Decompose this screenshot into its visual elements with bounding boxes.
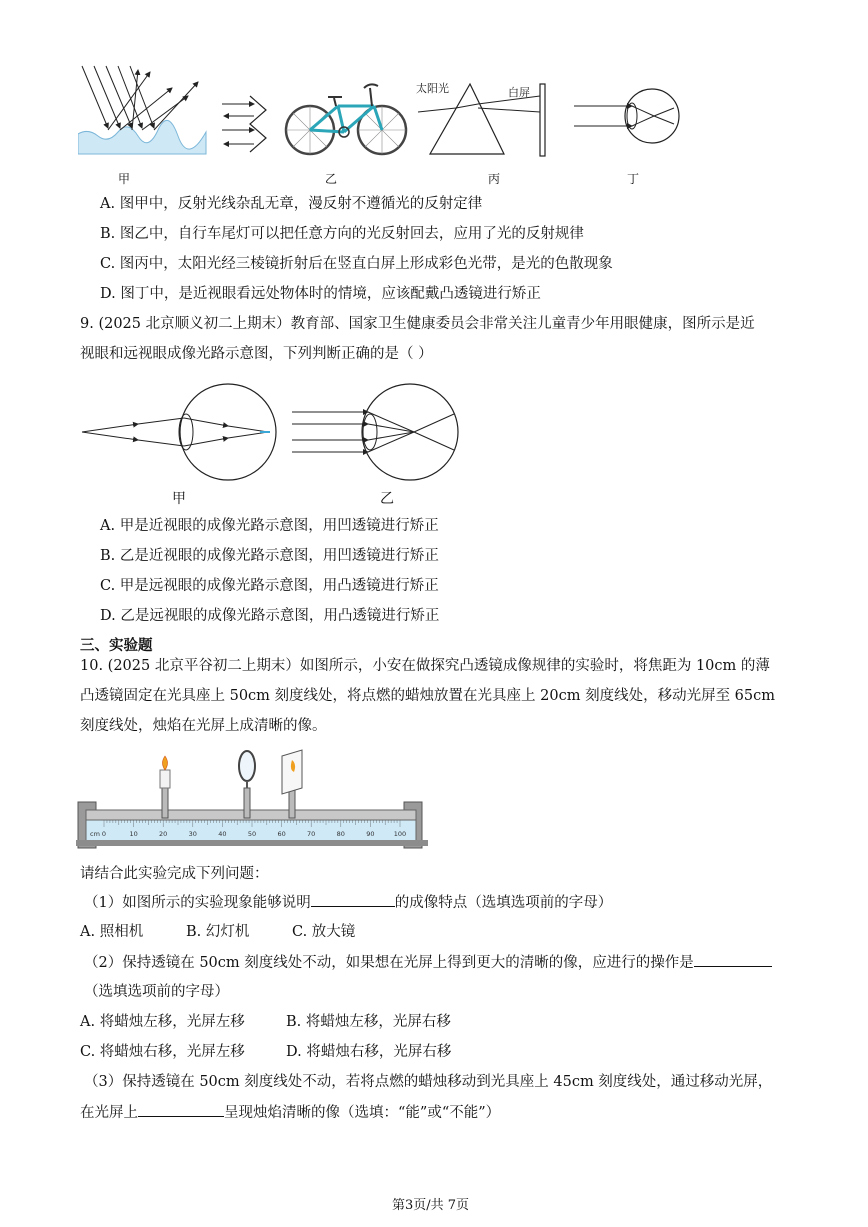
q10-part2-text: （2）保持透镜在 50cm 刻度线处不动，如果想在光屏上得到更大的清晰的像，应进行的操作是 [84, 955, 694, 971]
ruler-label: 20 [159, 830, 168, 838]
figure-label-bing: 丙 [488, 172, 501, 186]
ruler-label: 90 [366, 830, 375, 838]
figure-label-jia: 甲 [118, 172, 131, 186]
q10-stem-line3: 刻度线处，烛焰在光屏上成清晰的像。 [80, 718, 327, 734]
q10-part3-before: 在光屏上 [80, 1105, 138, 1121]
figure-jia-eye-farsighted [78, 382, 278, 482]
q10-part3-line1: （3）保持透镜在 50cm 刻度线处不动，若将点燃的蜡烛移动到光具座上 45cm 刻度线处，通过移动光屏， [84, 1074, 773, 1090]
q10-part1-answer-blank[interactable] [311, 892, 395, 907]
q10-part1-before: （1）如图所示的实验现象能够说明 [84, 895, 311, 911]
figure-bing-prism [416, 78, 556, 164]
q9-option-a: A. 甲是近视眼的成像光路示意图，用凹透镜进行矫正 [100, 518, 439, 534]
q9-figure-label-jia: 甲 [172, 491, 186, 507]
figure-optical-bench [76, 748, 428, 852]
q10-part1 [84, 892, 612, 913]
q10-part2-option-b: B. 将蜡烛左移，光屏右移 [286, 1014, 451, 1030]
q10-part2-answer-blank[interactable] [694, 952, 772, 967]
q9-stem-line1: 9. (2025 北京顺义初二上期末）教育部、国家卫生健康委员会非常关注儿童青少年用眼健康，图所示是近 [80, 316, 755, 332]
page-footer: 第3页/共 7页 [392, 1198, 470, 1213]
ruler-label: 60 [277, 830, 286, 838]
ruler-label: 80 [336, 830, 345, 838]
figure-jia-diffuse-reflection [78, 62, 208, 162]
q10-part2-option-a: A. 将蜡烛左移，光屏左移 [80, 1014, 245, 1030]
q8-option-d: D. 图丁中，是近视眼看远处物体时的情境，应该配戴凸透镜进行矫正 [100, 286, 541, 302]
figure-label-ding: 丁 [627, 172, 640, 186]
q8-option-b: B. 图乙中，自行车尾灯可以把任意方向的光反射回去，应用了光的反射规律 [100, 226, 584, 242]
q10-part2-option-d: D. 将蜡烛右移，光屏右移 [286, 1044, 452, 1060]
sunlight-label: 太阳光 [416, 82, 449, 95]
q9-option-b: B. 乙是近视眼的成像光路示意图，用凹透镜进行矫正 [100, 548, 439, 564]
ruler-label: 10 [129, 830, 138, 838]
ruler-label: 50 [247, 830, 257, 838]
q10-stem-line2: 凸透镜固定在光具座上 50cm 刻度线处，将点燃的蜡烛放置在光具座上 20cm 刻度线处，移动光屏至 65cm [80, 688, 776, 704]
figure-label-yi: 乙 [325, 172, 338, 186]
figure-yi-eye-nearsighted [288, 382, 468, 482]
q8-option-c: C. 图丙中，太阳光经三棱镜折射后在竖直白屏上形成彩色光带，是光的色散现象 [100, 256, 613, 272]
q9-stem-line2: 视眼和远视眼成像光路示意图，下列判断正确的是（ ） [80, 346, 433, 362]
q10-part1-option-c: C. 放大镜 [292, 924, 356, 940]
section-title: 三、实验题 [80, 637, 153, 654]
q8-option-a: A. 图甲中，反射光线杂乱无章，漫反射不遵循光的反射定律 [100, 196, 483, 212]
figure-yi-reflector [220, 92, 270, 156]
q10-part3-line2 [80, 1102, 500, 1123]
screen-label: 白屏 [508, 86, 530, 99]
figure-ding-eye [570, 86, 690, 150]
q10-part1-after: 的成像特点（选填选项前的字母） [394, 895, 613, 911]
q10-part2-line2: （选填选项前的字母） [84, 984, 229, 1000]
q9-option-c: C. 甲是远视眼的成像光路示意图，用凸透镜进行矫正 [100, 578, 439, 594]
ruler-unit: cm [90, 830, 100, 838]
q10-part3-after: 呈现烛焰清晰的像（选填：“能”或“不能”） [224, 1105, 501, 1121]
ruler-label: 0 [101, 830, 107, 838]
ruler-label: 40 [218, 830, 227, 838]
q10-part2-line1 [84, 952, 772, 973]
figure-yi-bicycle [282, 80, 414, 160]
ruler-label: 30 [188, 830, 197, 838]
q10-part2-option-c: C. 将蜡烛右移，光屏左移 [80, 1044, 245, 1060]
q9-figure-label-yi: 乙 [380, 491, 394, 507]
q10-part3-answer-blank[interactable] [138, 1102, 224, 1117]
q9-option-d: D. 乙是远视眼的成像光路示意图，用凸透镜进行矫正 [100, 608, 440, 624]
q10-stem-line1: 10. (2025 北京平谷初二上期末）如图所示，小安在做探究凸透镜成像规律的实验时，将焦距为 10cm 的薄 [80, 658, 770, 674]
q10-part1-option-b: B. 幻灯机 [186, 924, 250, 940]
q10-intro: 请结合此实验完成下列问题： [80, 866, 269, 882]
q10-part1-option-a: A. 照相机 [80, 924, 144, 940]
ruler-label: 70 [307, 830, 316, 838]
ruler-label: 100 [393, 830, 407, 838]
